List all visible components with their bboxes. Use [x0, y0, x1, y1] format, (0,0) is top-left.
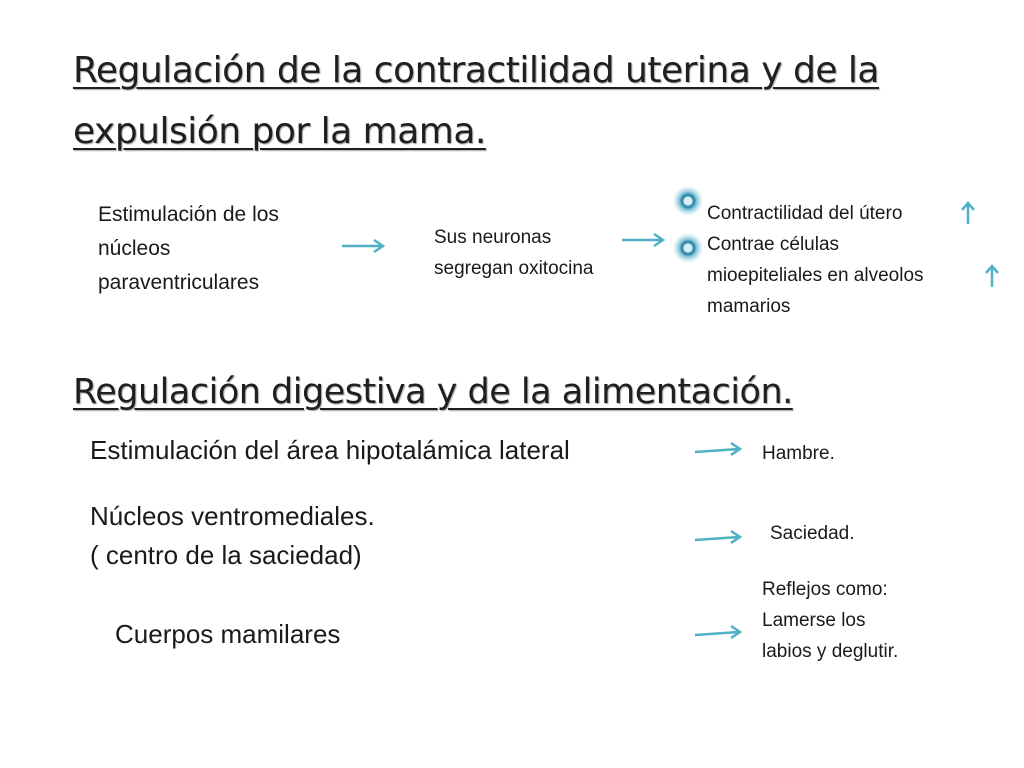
right-arrow-icon — [620, 230, 666, 250]
effect-line: Hambre. — [762, 443, 835, 464]
effect-text — [762, 574, 898, 667]
right-arrow-icon — [693, 623, 743, 643]
stimulus-text — [98, 198, 279, 300]
neurons-line: segregan oxitocina — [434, 258, 594, 279]
right-arrow-icon — [693, 440, 743, 460]
right-arrow-icon — [693, 528, 743, 548]
stimulus-line: Estimulación de los — [98, 203, 279, 226]
cause-line: Cuerpos mamilares — [115, 619, 341, 649]
section1-title — [73, 40, 879, 162]
effect-line: Lamerse los — [762, 610, 866, 631]
effects-line: mamarios — [707, 296, 791, 317]
stimulus-line: paraventriculares — [98, 271, 260, 294]
cause-line: Estimulación del área hipotalámica lateral — [90, 435, 570, 465]
stimulus-line: núcleos — [98, 237, 171, 260]
section1-title-line2: expulsión por la mama. — [73, 111, 486, 152]
effects-line: Contractilidad del útero — [707, 203, 903, 224]
cause-line: ( centro de la saciedad) — [90, 540, 362, 570]
radial-bullet-icon — [673, 186, 703, 216]
effect-text — [770, 518, 855, 549]
effect-line: Saciedad. — [770, 523, 855, 544]
cause-text — [90, 497, 375, 575]
radial-bullet-icon — [673, 233, 703, 263]
right-arrow-icon — [340, 236, 386, 256]
up-arrow-icon — [984, 263, 1000, 289]
effects-line: Contrae células — [707, 234, 840, 255]
effects-text — [707, 198, 924, 322]
effect-line: labios y deglutir. — [762, 641, 899, 662]
section2-title: Regulación digestiva y de la alimentación. — [73, 372, 793, 412]
effect-line: Reflejos como: — [762, 579, 888, 600]
cause-text — [90, 431, 570, 470]
neurons-line: Sus neuronas — [434, 227, 552, 248]
effect-text — [762, 438, 835, 469]
cause-text — [115, 615, 340, 654]
cause-line: Núcleos ventromediales. — [90, 501, 375, 531]
section1-title-line1: Regulación de la contractilidad uterina y de la — [73, 50, 879, 91]
up-arrow-icon — [960, 200, 976, 226]
effects-line: mioepiteliales en alveolos — [707, 265, 924, 286]
neurons-text — [434, 222, 594, 284]
